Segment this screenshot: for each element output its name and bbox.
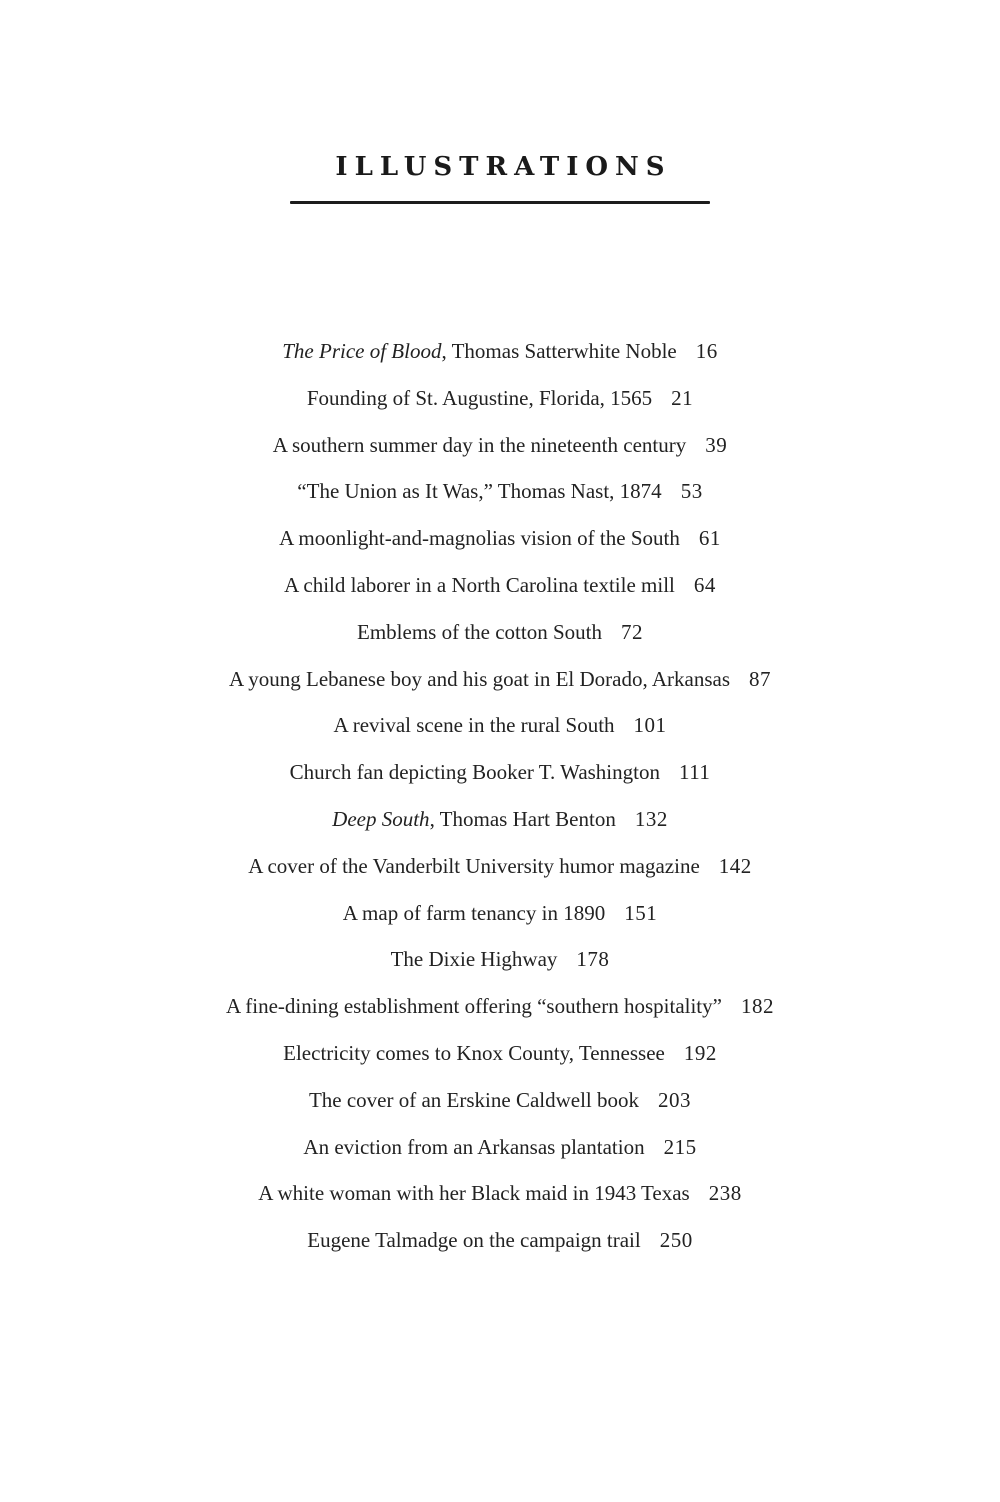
item-page-number: 203	[658, 1087, 692, 1112]
illustrations-list	[0, 328, 1000, 1264]
item-title: The cover of an Erskine Caldwell book	[308, 1087, 640, 1112]
item-page-number: 132	[634, 806, 668, 831]
item-title-italic: The Price of Blood	[282, 339, 442, 363]
item-title: A moonlight-and-magnolias vision of the South	[279, 526, 680, 551]
item-page-number: 250	[659, 1228, 693, 1253]
list-item	[0, 1077, 1000, 1124]
item-title: An eviction from an Arkansas plantation	[303, 1134, 645, 1159]
item-title: Eugene Talmadge on the campaign trail	[307, 1228, 641, 1253]
item-title: Church fan depicting Booker T. Washington	[289, 760, 660, 785]
item-title: A white woman with her Black maid in 1943 Texas	[258, 1181, 690, 1206]
item-page-number: 182	[740, 994, 774, 1019]
list-item	[0, 936, 1000, 983]
list-item	[0, 1124, 1000, 1171]
list-item	[0, 749, 1000, 796]
item-title: “The Union as It Was,” Thomas Nast, 1874	[297, 479, 662, 504]
list-item	[0, 843, 1000, 890]
list-item	[0, 609, 1000, 656]
item-page-number: 61	[698, 526, 721, 551]
item-title: The Dixie Highway	[390, 947, 558, 972]
list-item	[0, 890, 1000, 937]
item-page-number: 142	[718, 853, 752, 878]
item-page-number: 64	[693, 572, 716, 597]
item-page-number: 16	[695, 339, 718, 363]
page-title: ILLUSTRATIONS	[335, 152, 672, 182]
item-title: A young Lebanese boy and his goat in El Dorado, Arkansas	[229, 666, 730, 691]
item-title: Electricity comes to Knox County, Tennessee	[283, 1040, 665, 1065]
list-item	[0, 1170, 1000, 1217]
item-page-number: 215	[663, 1134, 697, 1159]
item-title: , Thomas Hart Benton	[429, 806, 616, 831]
item-page-number: 111	[678, 760, 711, 785]
list-item	[0, 468, 1000, 515]
heading-block	[0, 0, 1000, 204]
list-item	[0, 656, 1000, 703]
item-page-number: 39	[705, 432, 728, 457]
list-item	[0, 702, 1000, 749]
item-title: Emblems of the cotton South	[357, 619, 602, 644]
title-rule	[290, 201, 710, 204]
list-item	[0, 375, 1000, 422]
item-page-number: 238	[708, 1181, 742, 1206]
item-title: A child laborer in a North Carolina textile mill	[284, 572, 675, 597]
item-page-number: 178	[576, 947, 610, 972]
item-title: A revival scene in the rural South	[333, 713, 615, 738]
item-title: A fine-dining establishment offering “southern hospitality”	[226, 994, 722, 1019]
list-item	[0, 422, 1000, 469]
item-page-number: 101	[633, 713, 667, 738]
item-title-italic: Deep South	[332, 806, 430, 831]
list-item	[0, 983, 1000, 1030]
item-title: Founding of St. Augustine, Florida, 1565	[306, 385, 653, 410]
item-page-number: 21	[671, 385, 694, 410]
list-item	[0, 562, 1000, 609]
item-title: A map of farm tenancy in 1890	[342, 900, 606, 925]
item-page-number: 72	[620, 619, 643, 644]
item-title: A cover of the Vanderbilt University humor magazine	[248, 853, 700, 878]
list-item	[0, 796, 1000, 843]
list-item	[0, 515, 1000, 562]
item-page-number: 151	[624, 900, 658, 925]
list-item	[0, 328, 1000, 375]
item-page-number: 87	[749, 666, 771, 691]
item-title: , Thomas Satterwhite Noble	[441, 339, 677, 363]
list-item	[0, 1030, 1000, 1077]
item-page-number: 192	[683, 1040, 717, 1065]
item-title: A southern summer day in the nineteenth century	[272, 432, 687, 457]
item-page-number: 53	[680, 479, 703, 504]
list-item	[0, 1217, 1000, 1264]
